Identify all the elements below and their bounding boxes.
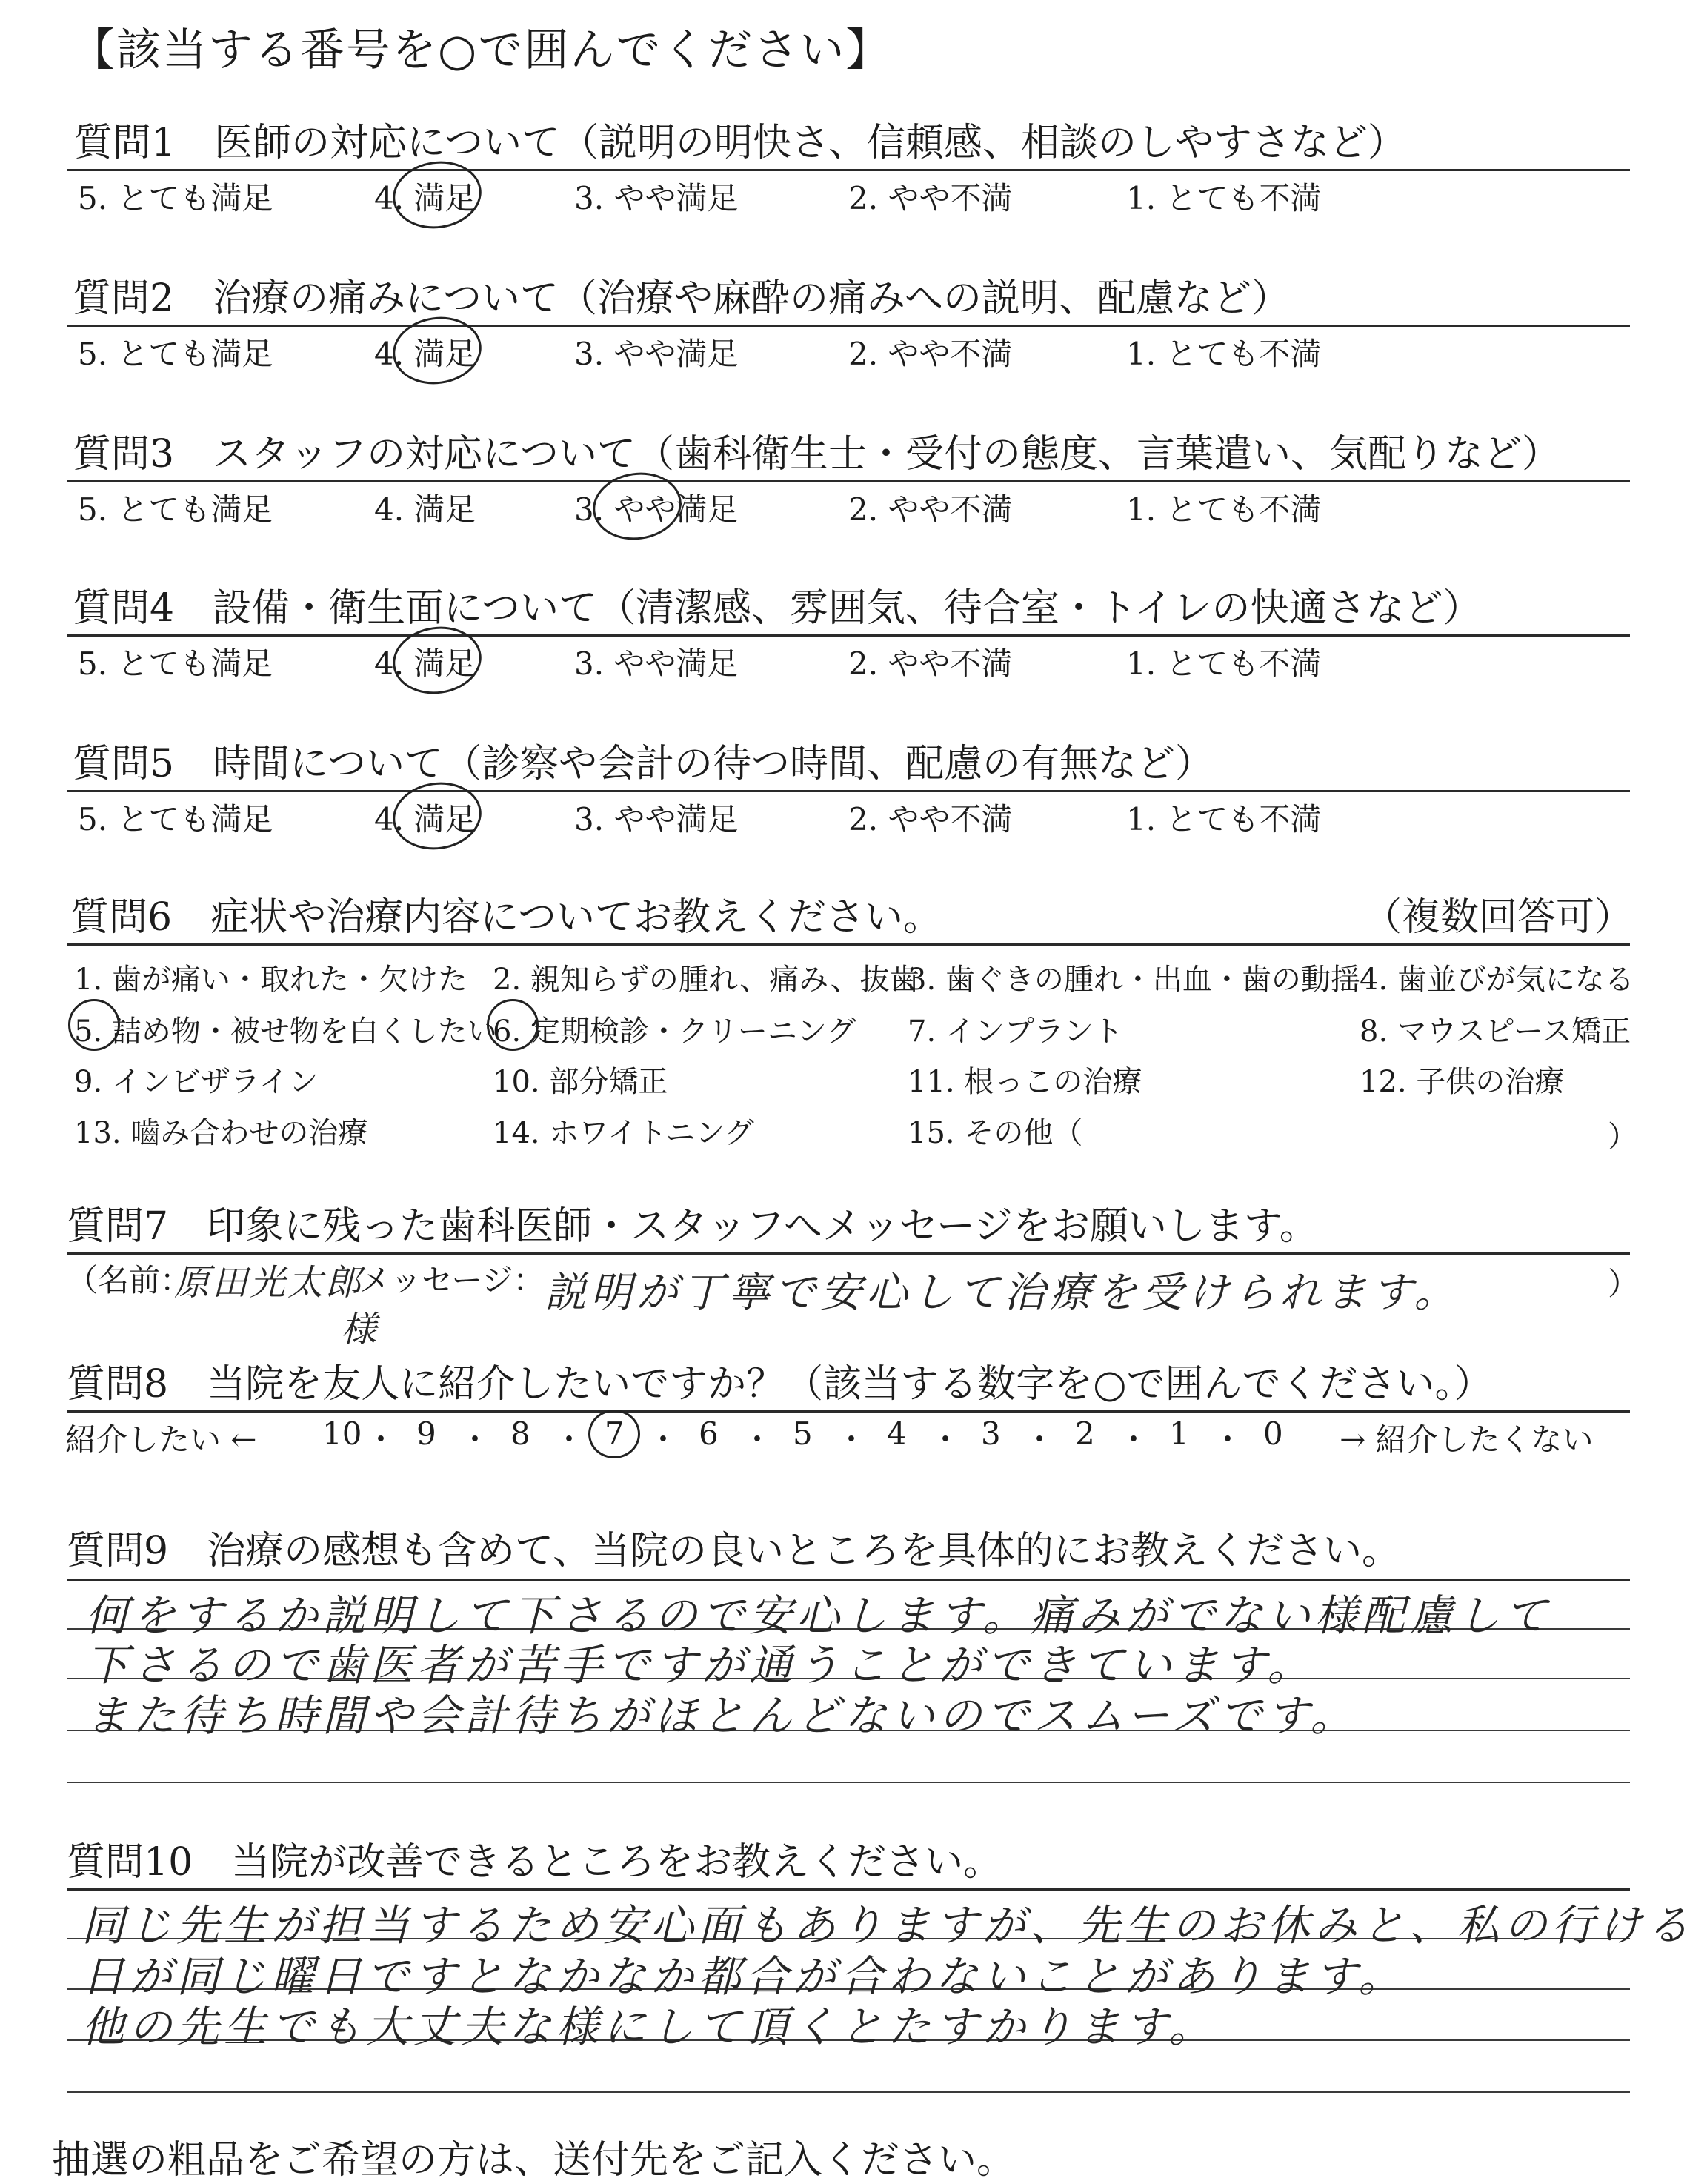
q6-selection-circle-5 [68,999,120,1051]
q6-option-3[interactable]: 3. 歯ぐきの腫れ・出血・歯の動揺 [908,963,1360,997]
q5-option-5[interactable]: 5. とても満足 [78,801,273,837]
q8-title: 質問8 当院を友人に紹介したいですか？（該当する数字を○で囲んでください。） [67,1362,1493,1407]
q6-option-15[interactable]: 15. その他（ [908,1116,1083,1150]
q3-option-1[interactable]: 1. とても不満 [1126,491,1322,528]
q8-right-label: → 紹介したくない [1340,1421,1594,1458]
q6-option-9[interactable]: 9. インビザライン [74,1065,319,1099]
q4-option-2[interactable]: 2. やや不満 [848,645,1013,682]
q6-option-8[interactable]: 8. マウスピース矯正 [1360,1015,1631,1049]
q6-option-4[interactable]: 4. 歯並びが気になる [1360,963,1634,997]
q10-title: 質問10 当院が改善できるところをお教えください。 [67,1840,1002,1885]
q8-scale-separator: ・ [836,1421,868,1458]
q5-option-3[interactable]: 3. やや満足 [574,801,739,837]
q8-selection-circle [588,1410,640,1458]
q7-name-value: 原田光太郎 [174,1262,364,1304]
q4-option-1[interactable]: 1. とても不満 [1126,645,1322,682]
q6-option-1[interactable]: 1. 歯が痛い・取れた・欠けた [74,963,467,997]
q4-rule [67,634,1630,637]
q1-option-4[interactable]: 4. 満足 [374,180,476,216]
q9-answer-line-2: 下さるので歯医者が苦手ですが通うことができています。 [85,1640,1315,1690]
q6-option-13[interactable]: 13. 嚙み合わせの治療 [74,1116,368,1150]
q2-option-4[interactable]: 4. 満足 [374,336,476,372]
q8-scale-0[interactable]: 0 [1263,1415,1283,1452]
q7-name-label: （名前： [67,1262,192,1298]
q8-scale-6[interactable]: 6 [699,1415,719,1452]
q2-option-1[interactable]: 1. とても不満 [1126,336,1322,372]
q8-scale-3[interactable]: 3 [981,1415,1001,1452]
q8-scale-4[interactable]: 4 [887,1415,907,1452]
q6-option-2[interactable]: 2. 親知らずの腫れ、痛み、抜歯 [493,963,919,997]
q5-rule [67,790,1630,792]
q9-title: 質問9 治療の感想も含めて、当院の良いところを具体的にお教えください。 [67,1529,1401,1573]
form-header: 【該当する番号を○で囲んでください】 [70,24,892,76]
q7-title: 質問7 印象に残った歯科医師・スタッフへメッセージをお願いします。 [67,1204,1318,1249]
q8-scale-10[interactable]: 10 [322,1415,362,1452]
q2-option-2[interactable]: 2. やや不満 [848,336,1013,372]
q5-option-1[interactable]: 1. とても不満 [1126,801,1322,837]
q4-option-5[interactable]: 5. とても満足 [78,645,273,682]
q1-title: 質問1 医師の対応について（説明の明快さ、信頼感、相談のしやすさなど） [74,121,1406,165]
q9-answer-line-1: 何をするか説明して下さるので安心します。痛みがでない様配慮して [85,1590,1552,1641]
q1-option-5[interactable]: 5. とても満足 [78,180,273,216]
q6-option-5[interactable]: 5. 詰め物・被せ物を白くしたい [74,1015,497,1049]
q8-scale-separator: ・ [1212,1421,1244,1458]
q1-rule [67,169,1630,171]
q9-answer-line-3: また待ち時間や会計待ちがほとんどないのでスムーズです。 [85,1690,1358,1741]
q8-scale-separator: ・ [365,1421,397,1458]
q8-left-label: 紹介したい ← [65,1421,257,1458]
footer-note: 抽選の粗品をご希望の方は、送付先をご記入ください。 [52,2138,1016,2183]
q3-rule [67,480,1630,482]
q5-selection-circle [388,777,485,855]
q4-selection-circle [388,621,485,700]
q2-selection-circle [388,311,485,390]
q8-scale-separator: ・ [459,1421,491,1458]
q5-title: 質問5 時間について（診察や会計の待つ時間、配慮の有無など） [73,742,1214,786]
q7-message-value: 説明が丁寧で安心して治療を受けられます。 [545,1269,1460,1317]
q8-scale-2[interactable]: 2 [1075,1415,1095,1452]
q10-answer-line-2: 日が同じ曜日ですとなかなか都合が合わないことがあります。 [81,1951,1406,2002]
q6-option-12[interactable]: 12. 子供の治療 [1360,1065,1565,1099]
q6-selection-circle-6 [487,999,539,1051]
q7-message-label: メッセージ： [359,1262,545,1298]
q6-note: （複数回答可） [1363,895,1634,940]
q8-scale-5[interactable]: 5 [793,1415,813,1452]
q8-scale-separator: ・ [930,1421,962,1458]
q8-scale-separator: ・ [742,1421,773,1458]
q2-option-3[interactable]: 3. やや満足 [574,336,739,372]
q8-scale-separator: ・ [648,1421,679,1458]
q4-title: 質問4 設備・衛生面について（清潔感、雰囲気、待合室・トイレの快適さなど） [73,586,1482,631]
q8-scale-separator: ・ [1024,1421,1056,1458]
q8-scale-7[interactable]: 7 [605,1415,625,1452]
q10-rule-5 [67,2091,1630,2093]
q2-title: 質問2 治療の痛みについて（治療や麻酔の痛みへの説明、配慮など） [73,276,1291,321]
q8-scale-9[interactable]: 9 [416,1415,436,1452]
q10-answer-line-1: 同じ先生が担当するため安心面もありますが、先生のお休みと、私の行ける [81,1900,1694,1951]
q8-rule [67,1410,1630,1413]
q7-honorific: 様 [341,1309,379,1350]
q6-option-10[interactable]: 10. 部分矯正 [493,1065,668,1099]
q8-scale-separator: ・ [1118,1421,1150,1458]
q4-option-4[interactable]: 4. 満足 [374,645,476,682]
q3-selection-circle [588,467,685,545]
q2-option-5[interactable]: 5. とても満足 [78,336,273,372]
q4-option-3[interactable]: 3. やや満足 [574,645,739,682]
q6-option-6[interactable]: 6. 定期検診・クリーニング [493,1015,856,1049]
q9-rule-5 [67,1782,1630,1783]
q3-option-4[interactable]: 4. 満足 [374,491,476,528]
q8-scale-separator: ・ [553,1421,585,1458]
q8-scale-1[interactable]: 1 [1169,1415,1189,1452]
q6-option-14[interactable]: 14. ホワイトニング [493,1116,754,1150]
q3-title: 質問3 スタッフの対応について（歯科衛生士・受付の態度、言葉遣い、気配りなど） [73,432,1561,477]
q5-option-4[interactable]: 4. 満足 [374,801,476,837]
q1-option-3[interactable]: 3. やや満足 [574,180,739,216]
q6-option-11[interactable]: 11. 根っこの治療 [908,1065,1142,1099]
q6-rule [67,943,1630,946]
q3-option-2[interactable]: 2. やや不満 [848,491,1013,528]
q1-option-2[interactable]: 2. やや不満 [848,180,1013,216]
q1-selection-circle [388,156,485,234]
q2-rule [67,325,1630,327]
q6-option-7[interactable]: 7. インプラント [908,1015,1123,1049]
q6-closing-paren: ） [1608,1120,1637,1154]
q5-option-2[interactable]: 2. やや不満 [848,801,1013,837]
q1-option-1[interactable]: 1. とても不満 [1126,180,1322,216]
q3-option-5[interactable]: 5. とても満足 [78,491,273,528]
q6-title: 質問6 症状や治療内容についてお教えください。 [70,895,942,940]
q7-closing-paren: ） [1608,1266,1640,1302]
q10-answer-line-3: 他の先生でも大丈夫な様にして頂くとたすかります。 [81,2002,1217,2052]
q8-scale-8[interactable]: 8 [510,1415,530,1452]
q3-option-3[interactable]: 3. やや満足 [574,491,739,528]
